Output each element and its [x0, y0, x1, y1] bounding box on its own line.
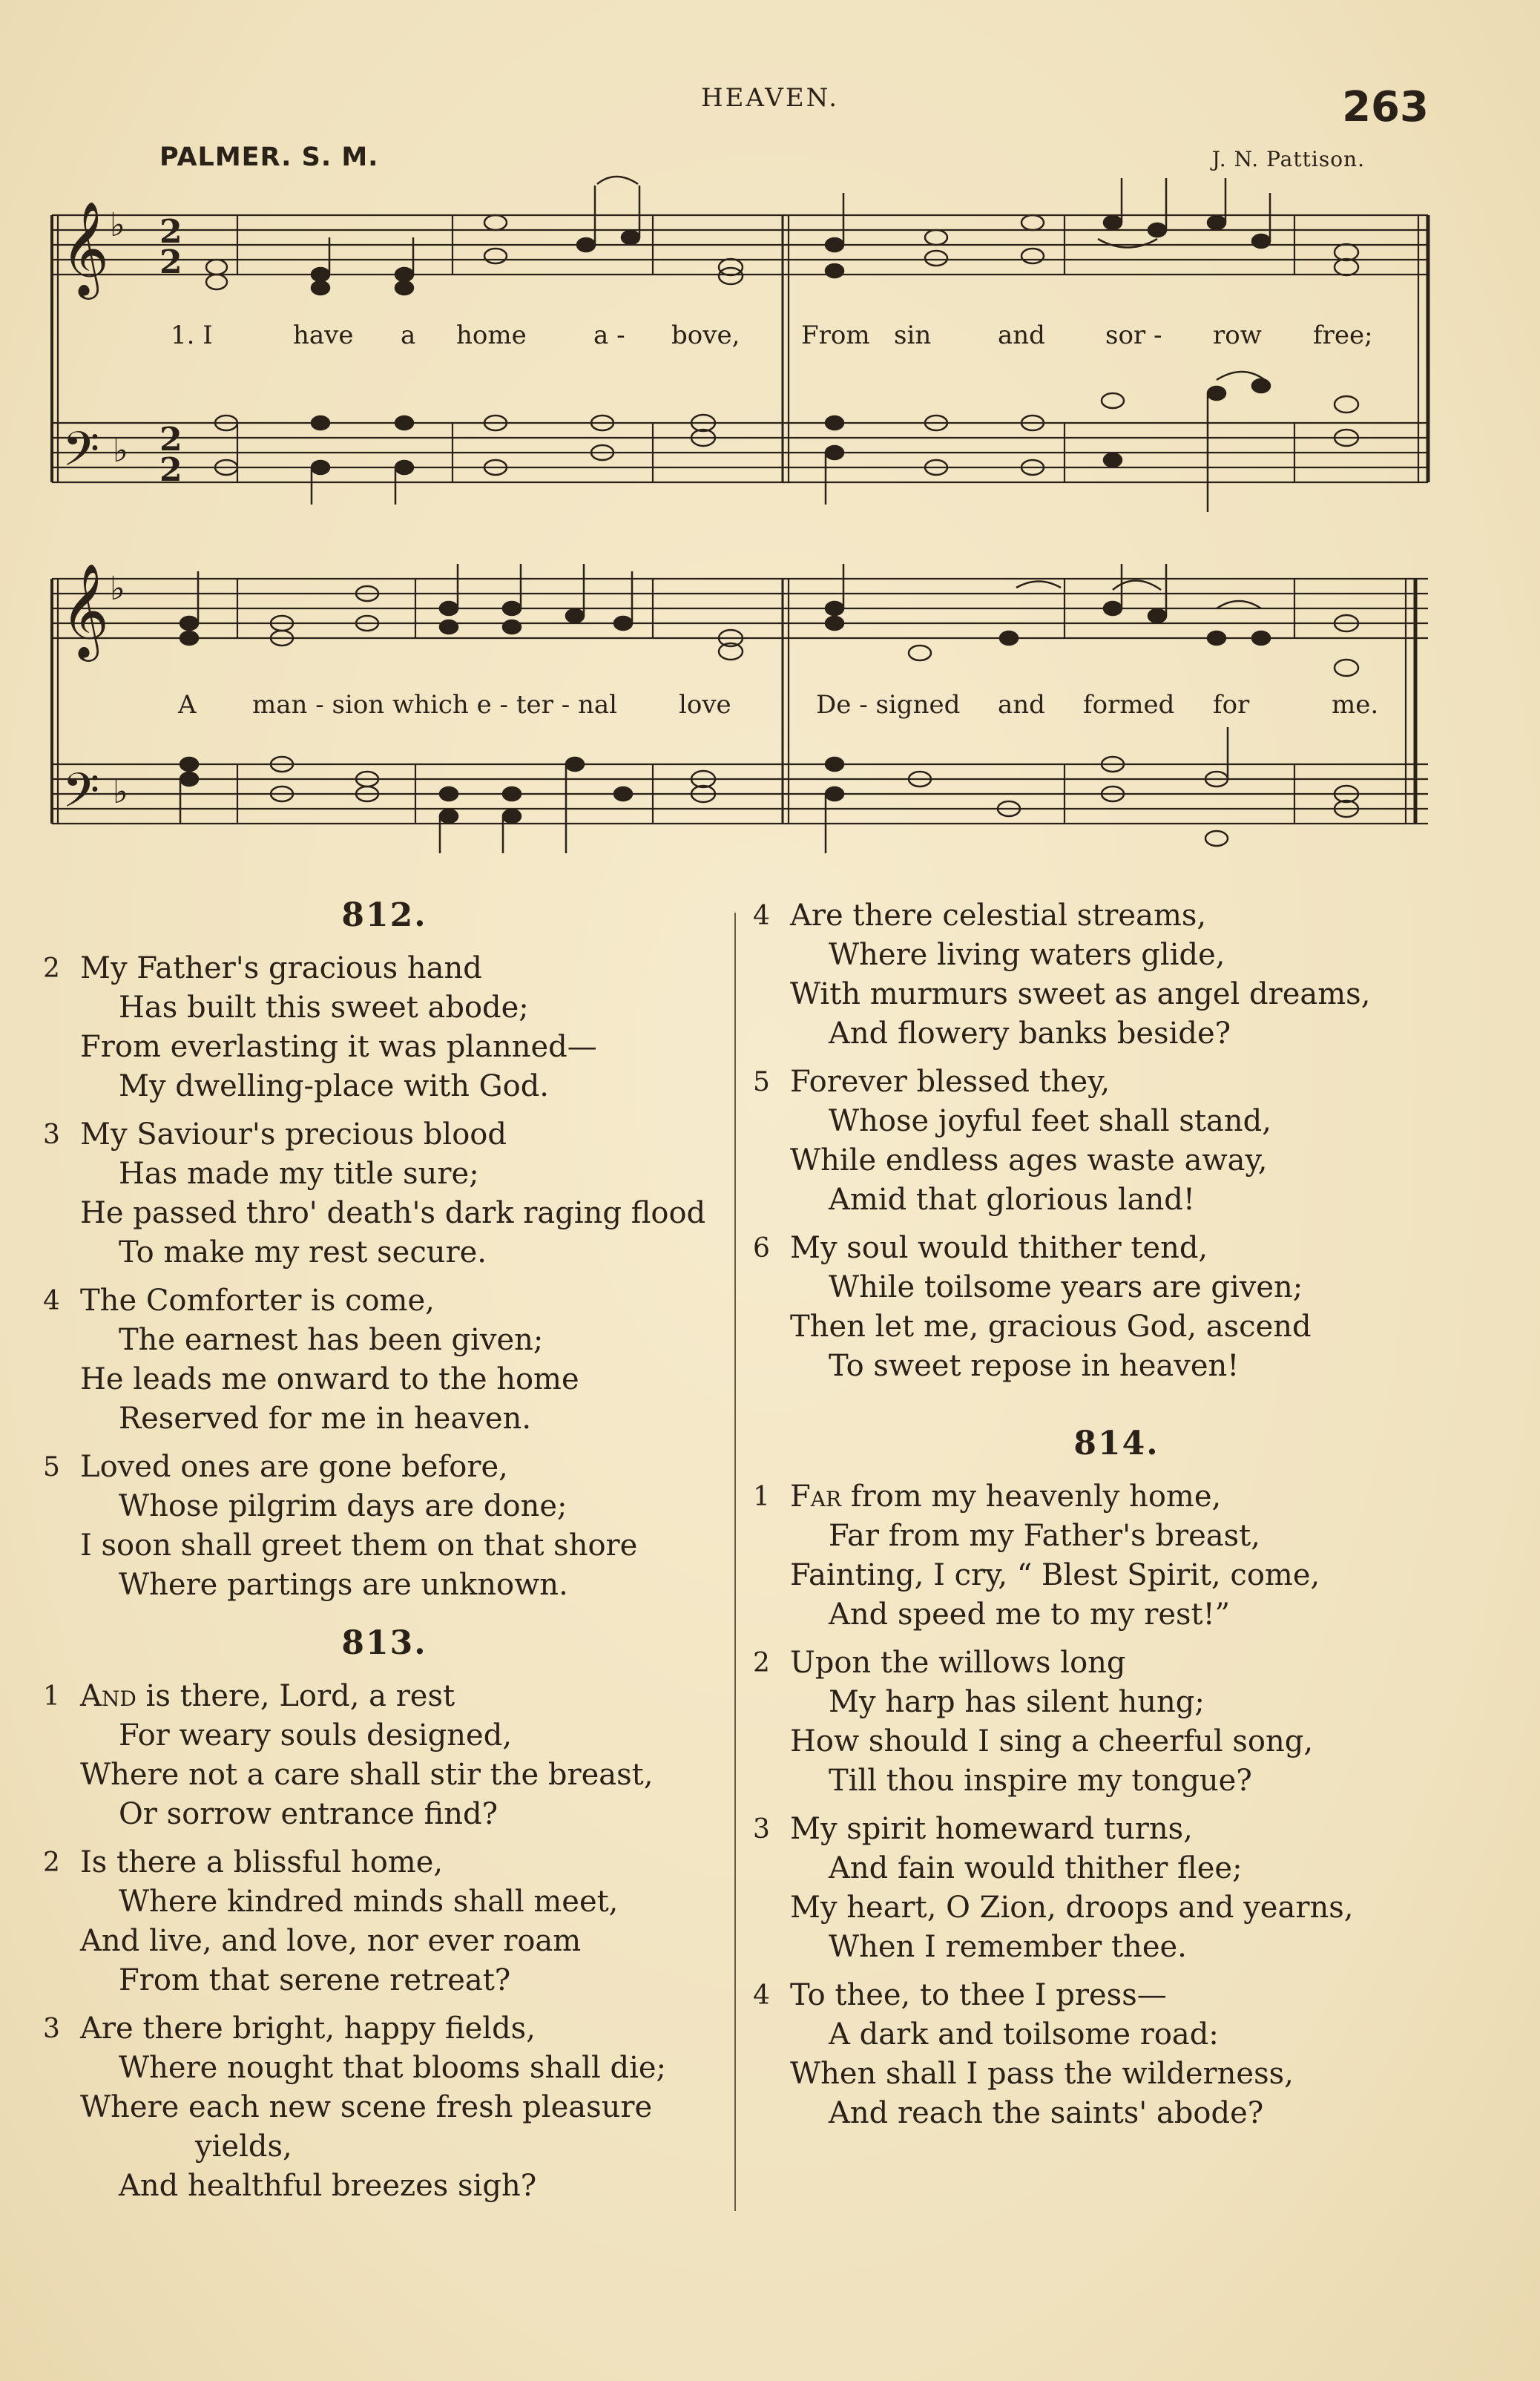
verse-line: Where not a care shall stir the breast, [80, 1758, 654, 1792]
stanza [36, 1843, 733, 2000]
verse-line: Or sorrow entrance find? [119, 1797, 498, 1831]
stanza [36, 1677, 733, 1834]
running-title: HEAVEN. [700, 83, 840, 113]
verse-line: To sweet repose in heaven! [829, 1349, 1240, 1383]
lyric-syllable: row [1213, 321, 1262, 350]
stanza [36, 2009, 733, 2206]
composer-credit: J. N. Pattison. [1211, 147, 1365, 171]
time-signature-bottom: 2 [159, 451, 182, 489]
lyric-syllable: man - sion which e - ter - nal [252, 690, 618, 720]
lyric-syllable: love [679, 690, 731, 720]
verse-line: The earnest has been given; [119, 1323, 544, 1357]
tune-name: PALMER. S. M. [159, 142, 379, 172]
lyric-syllable: and [998, 690, 1045, 720]
lyric-syllable: home [456, 321, 527, 350]
verse-line: 2 Upon the willows long [746, 1643, 1487, 1683]
system-2-treble-staff [52, 579, 1428, 638]
flat-icon: ♭ [110, 206, 125, 244]
stanza [746, 896, 1487, 1054]
left-column [36, 896, 733, 2215]
verse-line: While toilsome years are given; [829, 1270, 1303, 1304]
verse-line: Has made my title sure; [119, 1157, 479, 1191]
verse-line: He passed thro' death's dark raging flood [80, 1196, 706, 1230]
verse-line: Far from my Father's breast, [829, 1519, 1260, 1553]
verse-line: 4 To thee, to thee I press— [746, 1976, 1487, 2015]
verse-number: 5 [43, 1452, 60, 1482]
verse-line: While endless ages waste away, [790, 1143, 1268, 1178]
verse-line: With murmurs sweet as angel dreams, [790, 977, 1371, 1011]
hymn-number: 814. [1073, 1425, 1159, 1462]
verse-line: Where nought that blooms shall die; [119, 2051, 667, 2085]
verse-number: 3 [43, 1120, 60, 1150]
lyric-syllable: and [998, 321, 1045, 350]
right-column [746, 896, 1487, 2142]
verse-line: 1 And is there, Lord, a rest [36, 1677, 733, 1716]
verse-line: My harp has silent hung; [829, 1685, 1205, 1719]
hymn-number: 812. [341, 896, 427, 934]
verse-line: 5 Loved ones are gone before, [36, 1448, 733, 1487]
lyric-syllable: formed [1083, 690, 1175, 720]
verse-line: Where kindred minds shall meet, [119, 1885, 619, 1919]
verse-number: 4 [753, 1980, 770, 2011]
verse-line: And fain would thither flee; [829, 1851, 1243, 1885]
stanza [746, 1976, 1487, 2133]
stanza [746, 1643, 1487, 1801]
stanza [36, 1115, 733, 1272]
verse-number: 3 [753, 1814, 770, 1845]
lyric-syllable: a [401, 321, 416, 350]
verse-line: When I remember thee. [829, 1930, 1187, 1964]
verse-line: My dwelling-place with God. [119, 1069, 550, 1103]
time-signature-top: 2 [159, 213, 182, 251]
verse-line: Where partings are unknown. [119, 1568, 568, 1602]
flat-icon: ♭ [113, 432, 128, 470]
verse-line: And live, and love, nor ever roam [80, 1924, 582, 1958]
verse-line: 3 My spirit homeward turns, [746, 1810, 1487, 1849]
lyric-syllable: free; [1313, 321, 1373, 350]
time-signature-top: 2 [159, 421, 182, 459]
music-score [0, 0, 1540, 876]
verse-number: 4 [43, 1286, 60, 1316]
lyric-syllable: a - [593, 321, 625, 350]
lyric-syllable: A [178, 690, 197, 720]
verse-line: I soon shall greet them on that shore [80, 1528, 638, 1563]
verse-number: 2 [43, 953, 60, 984]
verse-number: 2 [753, 1648, 770, 1678]
bass-clef-icon: 𝄢 [62, 422, 100, 489]
lyric-syllable: for [1213, 690, 1250, 720]
verse-number: 6 [753, 1233, 770, 1264]
hymn-number: 813. [341, 1624, 427, 1662]
treble-clef-icon: 𝄞 [61, 562, 110, 657]
verse-line: Where each new scene fresh pleasure [80, 2090, 653, 2124]
verse-number: 5 [753, 1067, 770, 1097]
verse-line: From that serene retreat? [119, 1963, 511, 1997]
verse-line: 4 The Comforter is come, [36, 1281, 733, 1321]
verse-line: 5 Forever blessed they, [746, 1063, 1487, 1102]
lyric-syllable: De - signed [816, 690, 961, 720]
verse-line: Till thou inspire my tongue? [829, 1764, 1252, 1798]
stanza [36, 949, 733, 1106]
verse-line: And speed me to my rest!” [829, 1597, 1231, 1632]
verse-line: How should I sing a cheerful song, [790, 1724, 1314, 1758]
verse-line: When shall I pass the wilderness, [790, 2057, 1294, 2091]
stanza [36, 1448, 733, 1605]
lyric-syllable: bove, [671, 321, 740, 350]
verse-line: 2 Is there a blissful home, [36, 1843, 733, 1882]
verse-line: Where living waters glide, [829, 938, 1225, 972]
stanza [746, 1477, 1487, 1635]
verse-line: Amid that glorious land! [829, 1183, 1195, 1217]
lyric-syllable: 1. I [171, 321, 213, 350]
verse-line: For weary souls designed, [119, 1718, 513, 1753]
bass-clef-icon: 𝄢 [62, 763, 100, 830]
verse-line: Whose joyful feet shall stand, [829, 1104, 1271, 1138]
flat-icon: ♭ [110, 570, 125, 608]
stanza [746, 1063, 1487, 1220]
verse-line: Fainting, I cry, “ Blest Spirit, come, [790, 1558, 1320, 1592]
time-signature-bottom: 2 [159, 243, 182, 281]
verse-line: Then let me, gracious God, ascend [790, 1310, 1312, 1344]
page-number: 263 [1342, 83, 1429, 131]
verse-number: 2 [43, 1848, 60, 1878]
verse-line: And flowery banks beside? [829, 1017, 1231, 1051]
verse-line: 1 Far from my heavenly home, [746, 1477, 1487, 1517]
verse-number: 1 [43, 1681, 60, 1712]
stanza [746, 1810, 1487, 1967]
verse-line: My heart, O Zion, droops and yearns, [790, 1891, 1354, 1925]
column-divider [734, 913, 736, 2211]
verse-line: 2 My Father's gracious hand [36, 949, 733, 988]
lyric-syllable: have [293, 321, 354, 350]
system-1-bass-staff [52, 423, 1428, 482]
lyric-syllable: sin [894, 321, 932, 350]
verse-line: Reserved for me in heaven. [119, 1402, 532, 1436]
verse-line: And reach the saints' abode? [829, 2096, 1264, 2130]
verse-line: Has built this sweet abode; [119, 991, 529, 1025]
verse-line: A dark and toilsome road: [829, 2017, 1219, 2052]
stanza [746, 1229, 1487, 1386]
verse-number: 3 [43, 2014, 60, 2044]
treble-clef-icon: 𝄞 [61, 200, 110, 295]
verse-line: 6 My soul would thither tend, [746, 1229, 1487, 1268]
stanza [36, 1281, 733, 1439]
verse-line: 4 Are there celestial streams, [746, 896, 1487, 936]
verse-line: He leads me onward to the home [80, 1362, 579, 1396]
lyric-syllable: me. [1332, 690, 1379, 720]
verse-line: 3 Are there bright, happy fields, [36, 2009, 733, 2049]
verse-line: From everlasting it was planned— [80, 1030, 597, 1064]
verse-line: To make my rest secure. [119, 1235, 487, 1270]
lyric-syllable: From [801, 321, 870, 350]
lyric-syllable: sor - [1105, 321, 1162, 350]
verse-number: 4 [753, 901, 770, 931]
verse-line: yields, [195, 2129, 292, 2164]
verse-line: And healthful breezes sigh? [119, 2169, 537, 2203]
verse-line: Whose pilgrim days are done; [119, 1489, 567, 1523]
flat-icon: ♭ [113, 773, 128, 811]
verse-line: 3 My Saviour's precious blood [36, 1115, 733, 1155]
verse-number: 1 [753, 1482, 770, 1512]
